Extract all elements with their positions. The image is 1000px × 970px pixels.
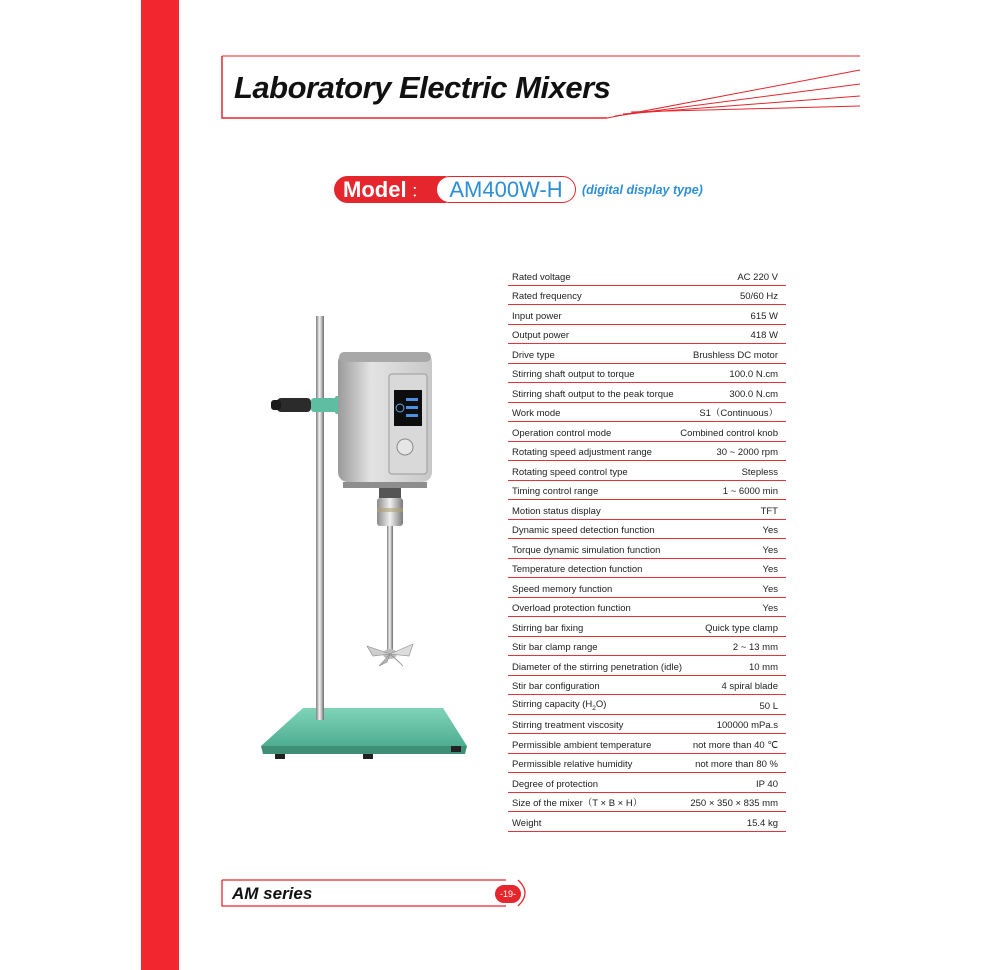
spec-row <box>508 305 786 325</box>
spec-label: Rotating speed adjustment range <box>512 447 652 458</box>
spec-row <box>508 520 786 540</box>
spec-value: 50 L <box>759 700 778 712</box>
spec-value: Yes <box>762 525 778 536</box>
spec-label: Permissible relative humidity <box>512 759 633 770</box>
left-red-band <box>141 0 179 970</box>
series-label: AM series <box>232 884 313 903</box>
spec-value: TFT <box>760 505 778 517</box>
spec-row <box>508 266 786 286</box>
spec-row <box>508 812 786 832</box>
spec-label-subscript: 2 <box>592 704 596 712</box>
spec-value: Quick type clamp <box>705 622 778 634</box>
spec-row <box>508 793 786 813</box>
spec-value: 100.0 N.cm <box>729 369 778 380</box>
spec-row <box>508 734 786 754</box>
spec-value: 50/60 Hz <box>739 291 778 302</box>
spec-label: Timing control range <box>512 486 599 497</box>
spec-label: Size of the mixer（T × B × H） <box>512 798 643 809</box>
spec-label: Stir bar clamp range <box>512 642 598 653</box>
spec-row <box>508 442 786 462</box>
spec-label: Stir bar configuration <box>512 681 600 692</box>
spec-label: Weight <box>512 817 542 829</box>
page-number: -19- <box>495 885 521 903</box>
spec-row <box>508 383 786 403</box>
spec-value: AC 220 V <box>737 271 778 283</box>
spec-value: IP 40 <box>755 778 778 790</box>
page-title: Laboratory Electric Mixers <box>234 70 611 105</box>
model-value: AM400W-H <box>436 176 576 203</box>
spec-row <box>508 578 786 598</box>
spec-label: Rotating speed control type <box>512 466 628 478</box>
spec-label: Stirring shaft output to torque <box>512 369 635 380</box>
spec-value: 300.0 N.cm <box>729 388 778 400</box>
spec-label-part: O) <box>595 698 607 710</box>
spec-label: Torque dynamic simulation function <box>512 544 661 556</box>
spec-value: not more than 40 ℃ <box>692 739 778 751</box>
spec-row <box>508 754 786 774</box>
spec-value: Yes <box>762 564 778 575</box>
spec-label: Dynamic speed detection function <box>512 525 655 536</box>
spec-value: 15.4 kg <box>746 817 778 829</box>
spec-label: Drive type <box>512 349 555 361</box>
spec-row <box>508 539 786 559</box>
spec-label: Input power <box>512 310 562 322</box>
spec-label: Stirring bar fixing <box>512 622 584 634</box>
spec-row <box>508 598 786 618</box>
spec-table <box>508 266 786 832</box>
spec-row <box>508 461 786 481</box>
spec-row <box>508 344 786 364</box>
spec-value: 100000 mPa.s <box>716 720 778 731</box>
spec-label: Stirring treatment viscosity <box>512 720 624 731</box>
spec-value: not more than 80 % <box>695 759 778 770</box>
spec-row <box>508 325 786 345</box>
spec-label: Permissible ambient temperature <box>512 739 652 751</box>
spec-row <box>508 695 786 715</box>
spec-value: Yes <box>762 603 778 614</box>
spec-row <box>508 286 786 306</box>
model-note: (digital display type) <box>582 183 703 197</box>
model-label-pill <box>334 176 446 203</box>
spec-label: Stirring shaft output to the peak torque <box>512 388 674 400</box>
spec-label: Operation control mode <box>512 427 612 439</box>
spec-row <box>508 656 786 676</box>
spec-value: 1 ~ 6000 min <box>722 486 778 497</box>
spec-label: Work mode <box>512 408 561 419</box>
spec-row <box>508 500 786 520</box>
mixer-image <box>255 310 475 780</box>
spec-row <box>508 715 786 735</box>
spec-label: Degree of protection <box>512 778 599 790</box>
spec-value: 615 W <box>750 310 778 322</box>
spec-label: Diameter of the stirring penetration (idle) <box>512 661 683 673</box>
spec-label: Speed memory function <box>512 583 613 595</box>
spec-label: Temperature detection function <box>512 564 643 575</box>
spec-value: 30 ~ 2000 rpm <box>716 447 778 458</box>
spec-row <box>508 676 786 696</box>
spec-label: Rated voltage <box>512 271 571 283</box>
spec-label: Rated frequency <box>512 291 582 302</box>
spec-row <box>508 403 786 423</box>
spec-row <box>508 773 786 793</box>
spec-value: Brushless DC motor <box>693 349 778 361</box>
spec-value: 2 ~ 13 mm <box>732 642 778 653</box>
spec-value: 250 × 350 × 835 mm <box>690 798 778 809</box>
spec-value: 418 W <box>750 330 778 341</box>
spec-value: Stepless <box>741 466 778 478</box>
spec-row <box>508 637 786 657</box>
model-label: Model <box>343 177 407 202</box>
spec-value: Yes <box>762 544 778 556</box>
spec-label <box>512 699 606 712</box>
spec-value: Yes <box>762 583 778 595</box>
spec-label: Motion status display <box>512 505 601 517</box>
title-decoration <box>0 0 1000 130</box>
spec-label-part: Stirring capacity (H <box>512 698 593 710</box>
spec-row <box>508 364 786 384</box>
spec-label: Output power <box>512 330 570 341</box>
spec-value: 4 spiral blade <box>721 681 778 692</box>
spec-value: S1（Continuous） <box>699 408 778 419</box>
spec-label: Overload protection function <box>512 603 631 614</box>
spec-value: 10 mm <box>748 661 778 673</box>
spec-row <box>508 559 786 579</box>
spec-value: Combined control knob <box>680 427 778 439</box>
model-colon: ： <box>410 181 429 201</box>
spec-row <box>508 617 786 637</box>
spec-row <box>508 481 786 501</box>
spec-row <box>508 422 786 442</box>
